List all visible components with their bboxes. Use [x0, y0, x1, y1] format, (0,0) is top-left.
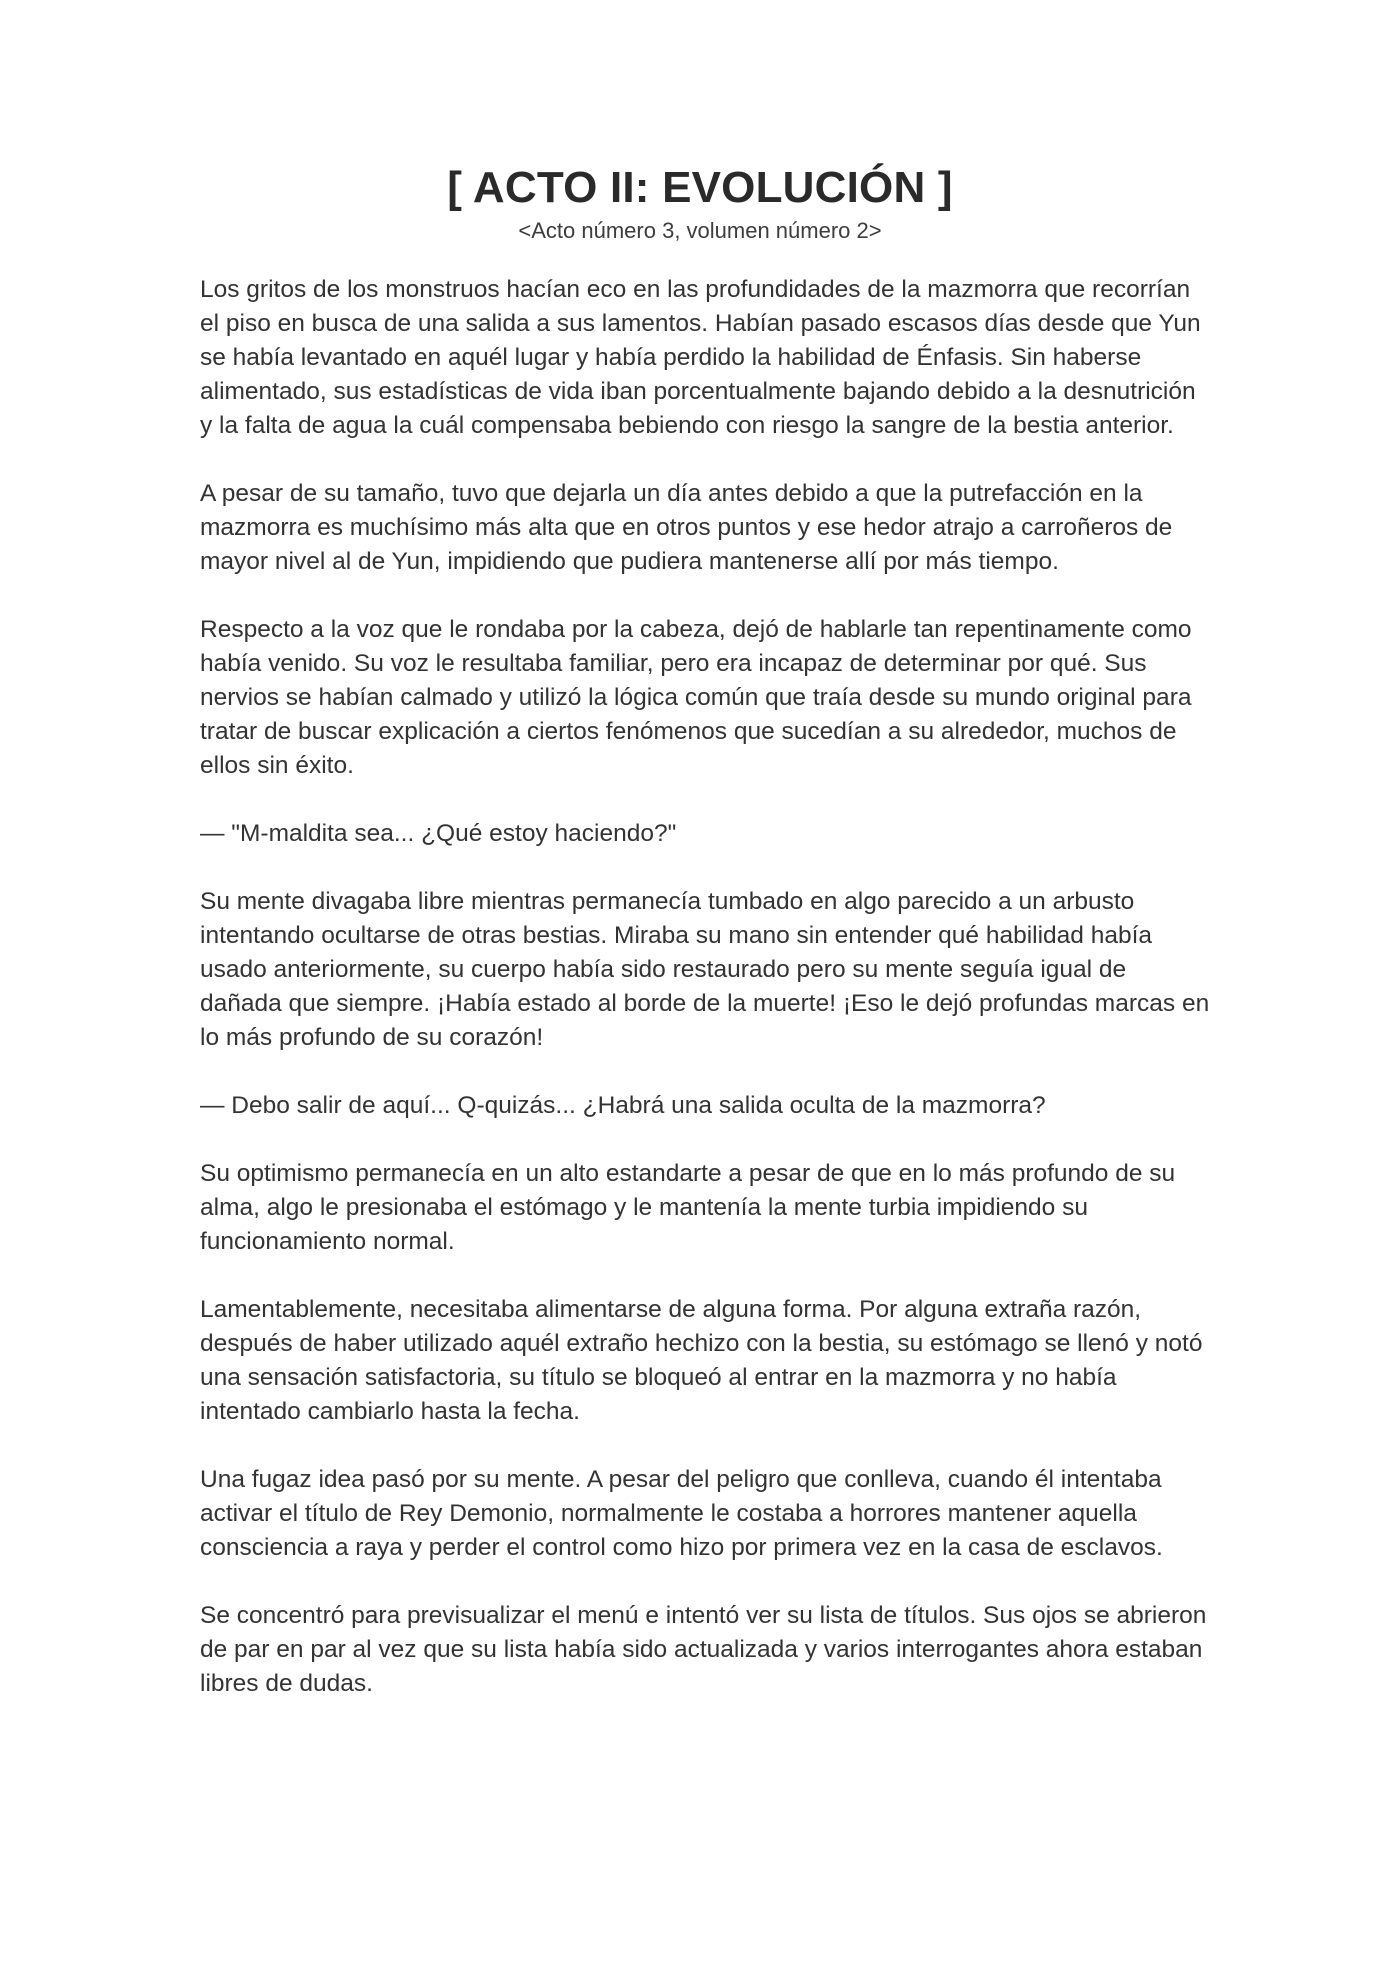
paragraph-4: Su mente divagaba libre mientras permanecía tumbado en algo parecido a un arbusto intentando ocultarse de otras bestias. Miraba su mano sin entender qué habilidad había usado anteriormente, su cuerpo había sido restaurado pero su mente seguía igual de dañada que siempre. ¡Había estado al borde de la muerte! ¡Eso le dejó profundas marcas en lo más profundo de su corazón!	[200, 888, 1210, 1051]
chapter-title: [ ACTO II: EVOLUCIÓN ]	[447, 163, 953, 212]
dialogue-line-2: — Debo salir de aquí... Q-quizás... ¿Habrá una salida oculta de la mazmorra?	[200, 1092, 1046, 1119]
paragraph-5: Su optimismo permanecía en un alto estandarte a pesar de que en lo más profundo de su alma, algo le presionaba el estómago y le mantenía la mente turbia impidiendo su funcionamiento normal.	[200, 1160, 1176, 1255]
chapter-header	[0, 160, 1400, 246]
chapter-body	[200, 273, 1210, 1735]
dialogue-line-1: — "M-maldita sea... ¿Qué estoy haciendo?"	[200, 820, 677, 847]
paragraph-8: Se concentró para previsualizar el menú e intentó ver su lista de títulos. Sus ojos se abrieron de par en par al vez que su lista había sido actualizada y varios interrogantes ahora estaban libres de dudas.	[200, 1602, 1207, 1697]
paragraph-3: Respecto a la voz que le rondaba por la cabeza, dejó de hablarle tan repentinamente como había venido. Su voz le resultaba familiar, pero era incapaz de determinar por qué. Sus nervios se habían calmado y utilizó la lógica común que traía desde su mundo original para tratar de buscar explicación a ciertos fenómenos que sucedían a su alrededor, muchos de ellos sin éxito.	[200, 616, 1192, 779]
chapter-subtitle: <Acto número 3, volumen número 2>	[518, 218, 882, 243]
paragraph-6: Lamentablemente, necesitaba alimentarse de alguna forma. Por alguna extraña razón, después de haber utilizado aquél extraño hechizo con la bestia, su estómago se llenó y notó una sensación satisfactoria, su título se bloqueó al entrar en la mazmorra y no había intentado cambiarlo hasta la fecha.	[200, 1296, 1203, 1425]
paragraph-1: Los gritos de los monstruos hacían eco en las profundidades de la mazmorra que recorrían el piso en busca de una salida a sus lamentos. Habían pasado escasos días desde que Yun se había levantado en aquél lugar y había perdido la habilidad de Énfasis. Sin haberse alimentado, sus estadísticas de vida iban porcentualmente bajando debido a la desnutrición y la falta de agua la cuál compensaba bebiendo con riesgo la sangre de la bestia anterior.	[200, 276, 1201, 439]
paragraph-2: A pesar de su tamaño, tuvo que dejarla un día antes debido a que la putrefacción en la mazmorra es muchísimo más alta que en otros puntos y ese hedor atrajo a carroñeros de mayor nivel al de Yun, impidiendo que pudiera mantenerse allí por más tiempo.	[200, 480, 1173, 575]
paragraph-7: Una fugaz idea pasó por su mente. A pesar del peligro que conlleva, cuando él intentaba activar el título de Rey Demonio, normalmente le costaba a horrores mantener aquella consciencia a raya y perder el control como hizo por primera vez en la casa de esclavos.	[200, 1466, 1163, 1561]
